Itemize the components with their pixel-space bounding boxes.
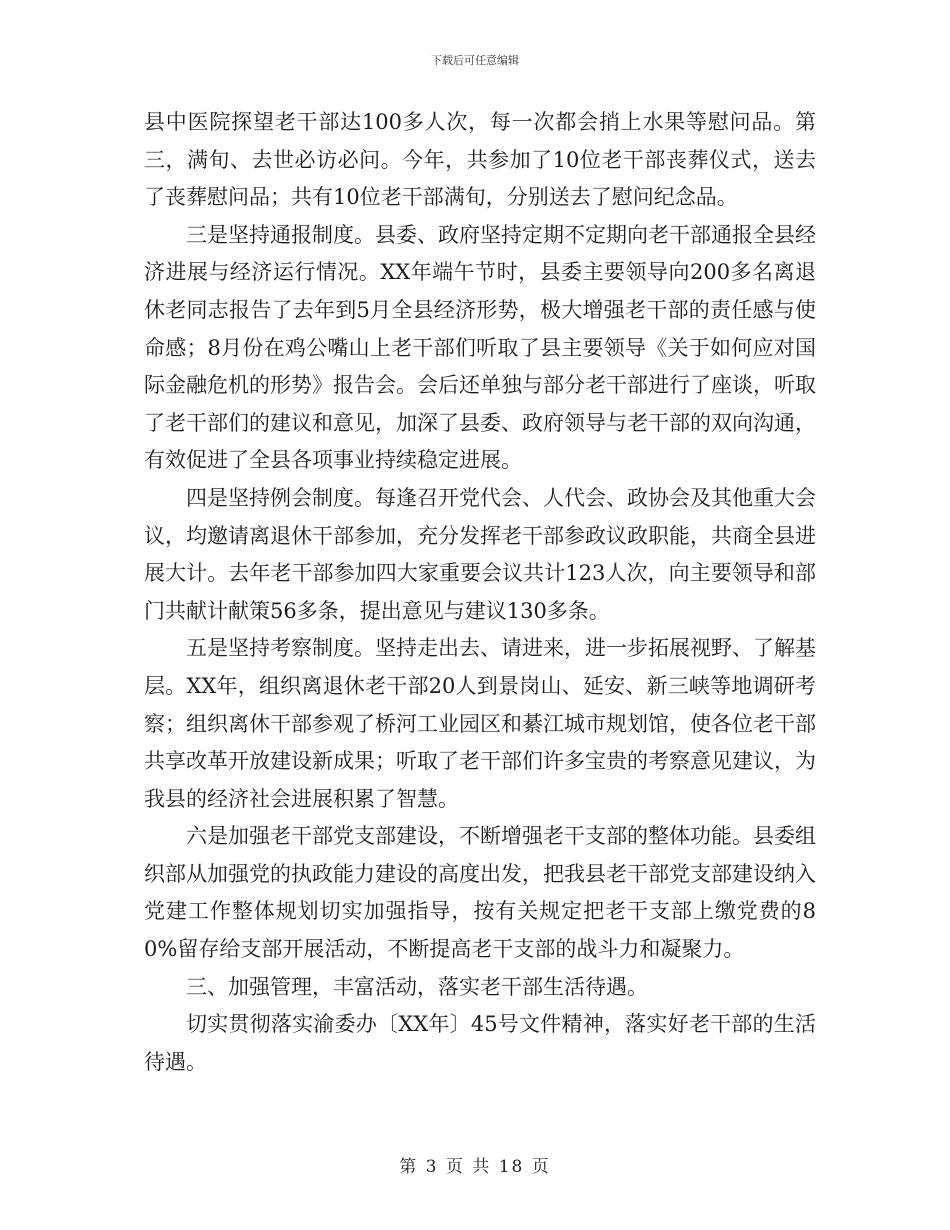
paragraph-3: 四是坚持例会制度。每逢召开党代会、人代会、政协会及其他重大会议，均邀请离退休干部参加，充分发挥老干部参政议政职能，共商全县进展大计。去年老干部参加四大家重要会议共计123人次，向主要领导和部门共献计献策56多条，提出意见与建议130多条。 [144,485,816,623]
paragraph-2: 三是坚持通报制度。县委、政府坚持定期不定期向老干部通报全县经济进展与经济运行情况。XX年端午节时，县委主要领导向200多名离退休老同志报告了去年到5月全县经济形势，极大增强老干部的责任感与使命感；8月份在鸡公嘴山上老干部们听取了县主要领导《关于如何应对国际金融危机的形势》报告会。会后还单独与部分老干部进行了座谈，听取了老干部们的建议和意见，加深了县委、政府领导与老干部的双向沟通，有效促进了全县各项事业持续稳定进展。 [144,222,816,473]
section-heading: 三、加强管理，丰富活动，落实老干部生活待遇。 [186,974,648,999]
page-header-note: 下载后可任意编辑 [431,54,519,67]
paragraph-4: 五是坚持考察制度。坚持走出去、请进来，进一步拓展视野、了解基层。XX年，组织离退休老干部20人到景岗山、延安、新三峡等地调研考察；组织离休干部参观了桥河工业园区和綦江城市规划馆，使各位老干部共享改革开放建设新成果；听取了老干部们许多宝贵的考察意见建议，为我县的经济社会进展积累了智慧。 [144,636,816,811]
paragraph-5: 六是加强老干部党支部建设，不断增强老干支部的整体功能。县委组织部从加强党的执政能力建设的高度出发，把我县老干部党支部建设纳入党建工作整体规划切实加强指导，按有关规定把老干支部上缴党费的80%留存给支部开展活动，不断提高老干支部的战斗力和凝聚力。 [144,824,816,962]
page-number: 第 3 页 共 18 页 [399,1157,551,1177]
document-body [144,104,816,1081]
paragraph-1: 县中医院探望老干部达100多人次，每一次都会捎上水果等慰问品。第三，满旬、去世必访必问。今年，共参加了10位老干部丧葬仪式，送去了丧葬慰问品；共有10位老干部满旬，分别送去了慰问纪念品。 [144,110,816,210]
paragraph-6: 切实贯彻落实渝委办〔XX年〕45号文件精神，落实好老干部的生活待遇。 [144,1012,816,1074]
